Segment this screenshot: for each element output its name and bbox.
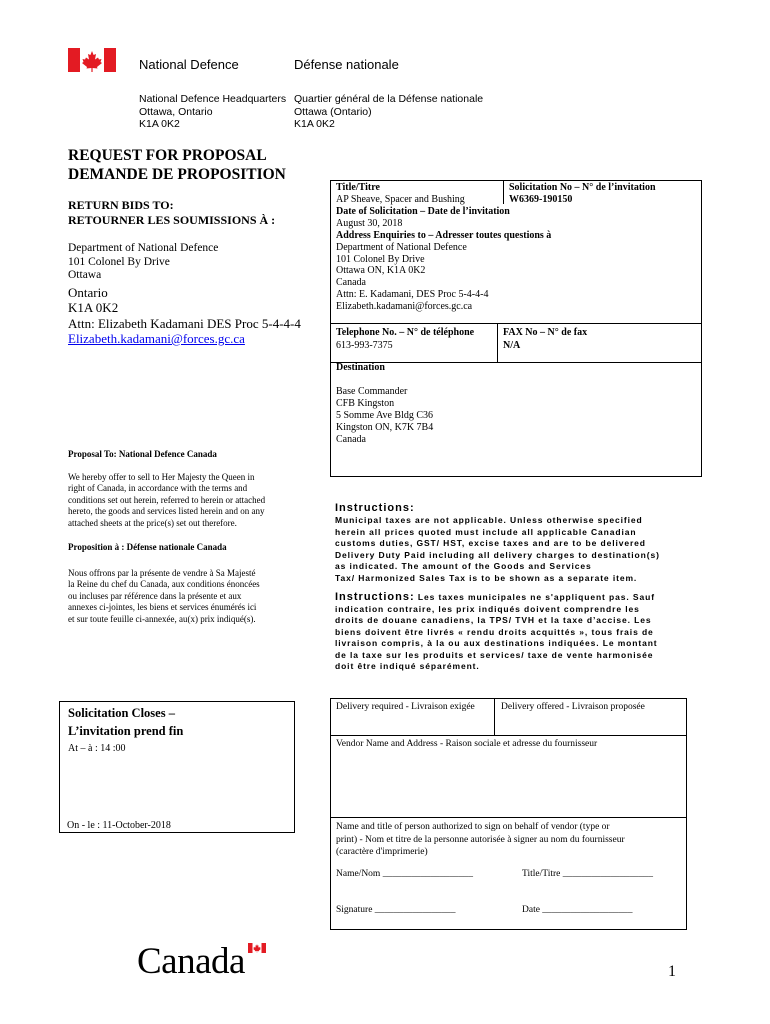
proposal-section: Proposal To: National Defence Canada We hereby offer to sell to Her Majesty the Queen in right of Canada, in accordance with the terms and conditions set out herein, referred to herein or attached hereto, the goods and services listed herein and on any attached sheets at the price(s) set out therefore. Proposition à : Défense nationale Canada Nous offrons par la présente de vendre à Sa Majesté la Reine du chef du Canada, aux conditions énoncées ou incluses par référence dans la présente et aux annexes ci-jointes, les biens et services énumérés ici et sur toute feuille ci-annexée, au(x) prix indiqué(s). <box>68 449 266 624</box>
title-field: Title/Titre AP Sheave, Spacer and Bushing <box>336 182 465 205</box>
delivery-required-field[interactable]: Delivery required - Livraison exigée <box>330 698 495 736</box>
instructions-section: Instructions: Municipal taxes are not applicable. Unless otherwise specified herein all prices quoted must include all applicable Canadian customs duties, GST/ HST, excise taxes and are to be delivered Delivery Duty Paid including all delivery charges to destination(s) as indicated. The amount of the Goods and Services Tax/ Harmonized Sales Tax is to be shown as a separate item. Instructions: Les taxes municipales ne s'appliquent pas. Sauf indication contraire, les prix indiqués doivent comprendre les droits de douane canadiens, la TPS/ TVH et la taxe d’accise. Les biens doivent être livrés « rendu droits acquittés », tous frais de livraison compris, à la ou aux destinations indiquées. Le montant de la taxe sur les produits et services/ taxe de vente harmonisée doit être indiqué séparément. <box>335 502 660 671</box>
page-number: 1 <box>668 963 676 980</box>
wordmark-flag-icon <box>248 943 266 953</box>
hq-address-fr: Quartier général de la Défense nationale Ottawa (Ontario) K1A 0K2 <box>294 93 484 130</box>
page-title: REQUEST FOR PROPOSAL DEMANDE DE PROPOSITION <box>68 147 286 183</box>
destination-field: Destination Base Commander CFB Kingston 5 Somme Ave Bldg C36 Kingston ON, K7K 7B4 Canada <box>336 362 434 445</box>
authorized-signer-box <box>330 817 687 930</box>
enquiries-field: Address Enquiries to – Adresser toutes questions à Department of National Defence 101 Colonel By Drive Ottawa ON, K1A 0K2 Canada Attn: E. Kadamani, DES Proc 5-4-4-4 Elizabeth.kadamani@forces.gc.ca <box>336 230 552 312</box>
dept-name-en: National Defence <box>139 57 239 72</box>
solicitation-closes-box <box>59 701 295 833</box>
canada-flag-icon <box>68 48 116 72</box>
solicitation-number-field: Solicitation No – N° de l’invitation W6369-190150 <box>509 182 656 205</box>
authorized-signer-label: Name and title of person authorized to sign on behalf of vendor (type or print) - Nom et titre de la personne autorisée à signer au nom du fournisseur (caractère d'imprimerie) <box>336 822 625 857</box>
vendor-name-field[interactable]: Vendor Name and Address - Raison sociale et adresse du fournisseur <box>330 735 687 818</box>
closing-heading: Solicitation Closes – L’invitation prend fin <box>68 706 184 738</box>
telephone-field: Telephone No. – N° de téléphone 613-993-7375 <box>336 327 475 351</box>
return-bids-heading: RETURN BIDS TO: RETOURNER LES SOUMISSIONS À : <box>68 198 276 227</box>
solicitation-date-field: Date of Solicitation – Date de l’invitation August 30, 2018 <box>336 206 510 229</box>
closing-time: At – à : 14 :00 <box>68 743 126 754</box>
canada-wordmark: Canada <box>137 940 269 984</box>
date-field[interactable]: Date ___________________ <box>522 905 633 915</box>
return-address: Department of National Defence 101 Colonel By Drive Ottawa Ontario K1A 0K2 Attn: Elizabeth Kadamani DES Proc 5-4-4-4 Elizabeth.kadamani@forces.gc.ca <box>68 242 301 346</box>
signature-field[interactable]: Signature _________________ <box>336 905 456 915</box>
title-input-field[interactable]: Title/Titre ___________________ <box>522 869 653 879</box>
hq-address-en: National Defence Headquarters Ottawa, Ontario K1A 0K2 <box>139 93 287 130</box>
contact-email-link[interactable]: Elizabeth.kadamani@forces.gc.ca <box>68 331 245 346</box>
fax-field: FAX No – N° de fax N/A <box>503 327 588 351</box>
dept-name-fr: Défense nationale <box>294 57 399 72</box>
name-field[interactable]: Name/Nom ___________________ <box>336 869 473 879</box>
info-table <box>330 180 702 477</box>
closing-date: On - le : 11-October-2018 <box>67 820 171 831</box>
delivery-offered-field[interactable]: Delivery offered - Livraison proposée <box>494 698 687 736</box>
